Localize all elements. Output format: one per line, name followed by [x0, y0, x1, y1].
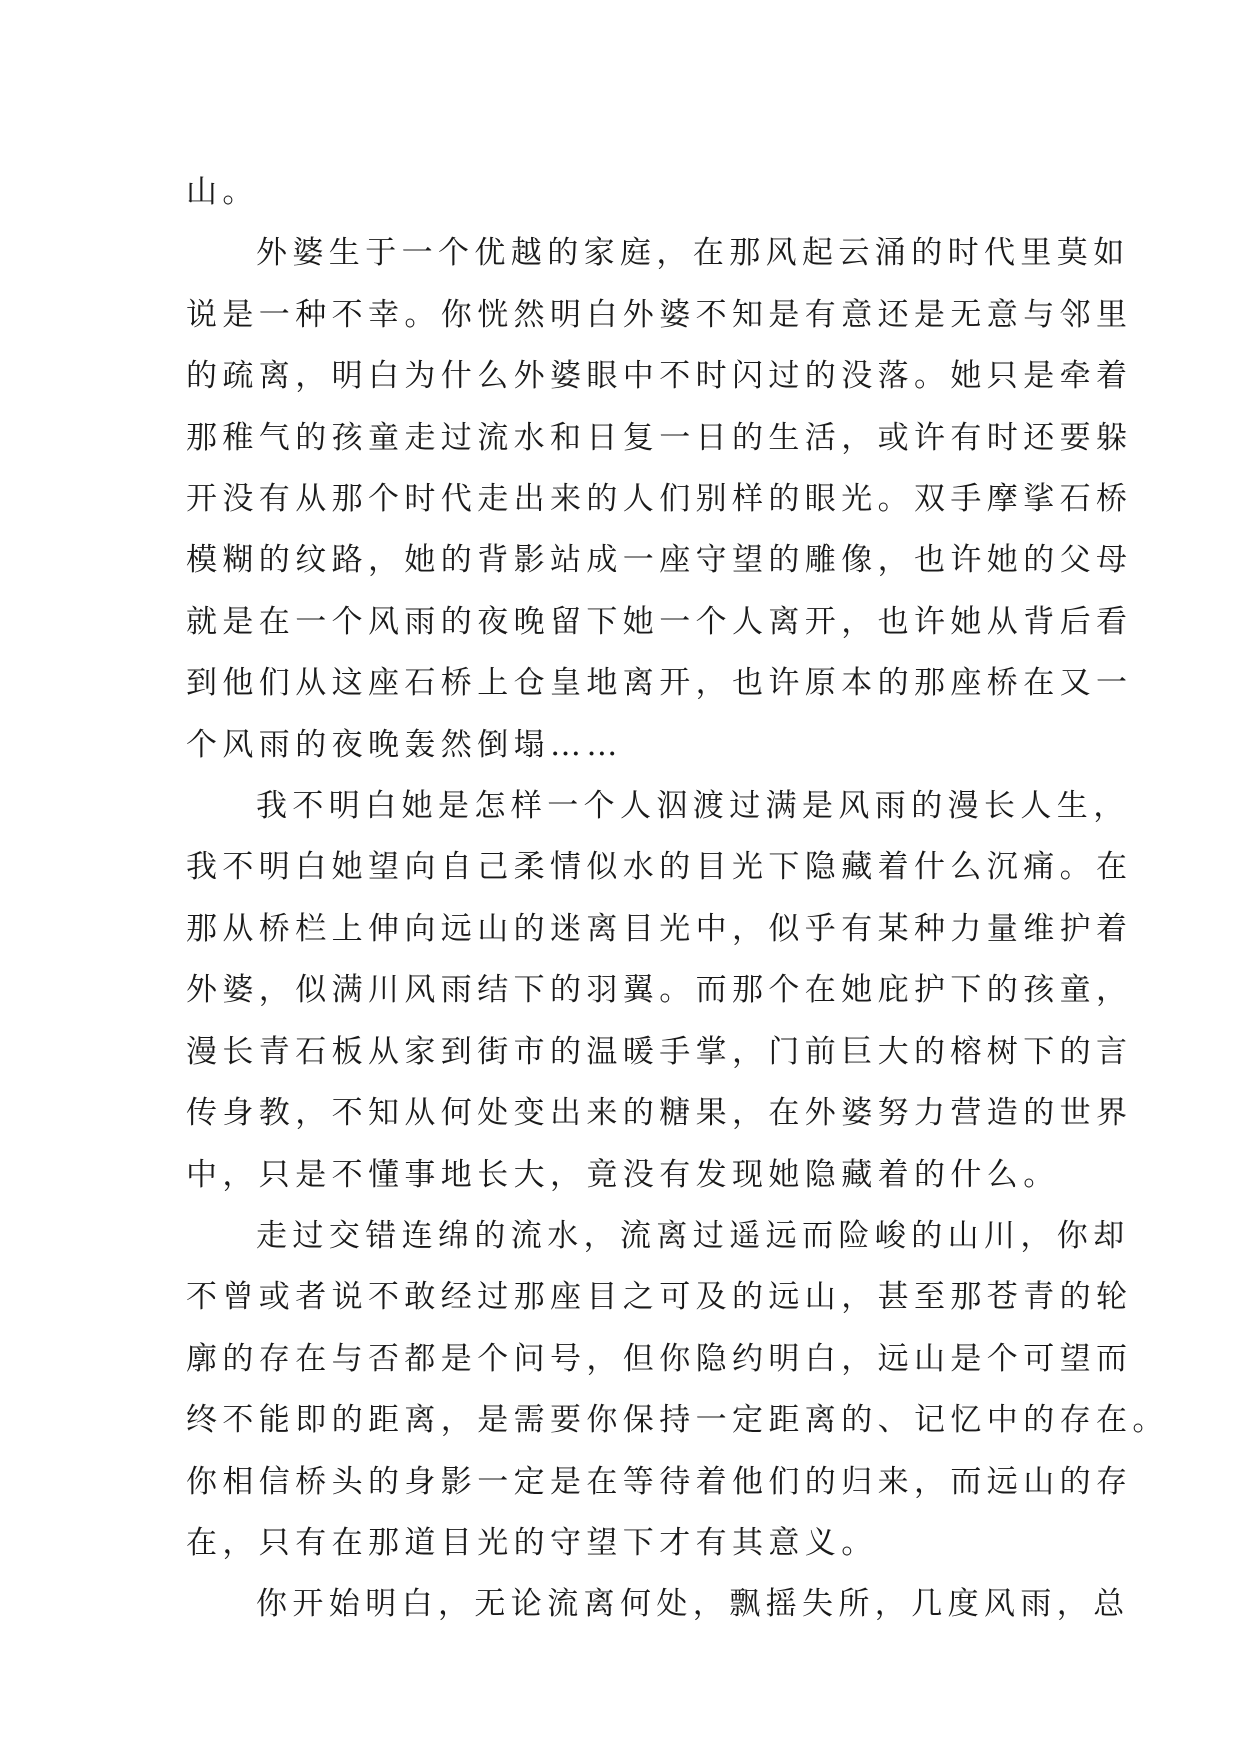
- text-line: 那稚气的孩童走过流水和日复一日的生活，或许有时还要躲: [186, 419, 1133, 456]
- text-line: 个风雨的夜晚轰然倒塌……: [186, 726, 623, 763]
- text-line: 的疏离，明白为什么外婆眼中不时闪过的没落。她只是牵着: [186, 358, 1133, 395]
- text-line: 在，只有在那道目光的守望下才有其意义。: [186, 1524, 878, 1561]
- text-line: 廓的存在与否都是个问号，但你隐约明白，远山是个可望而: [186, 1340, 1133, 1377]
- text-line: 终不能即的距离，是需要你保持一定距离的、记忆中的存在。: [186, 1402, 1169, 1439]
- text-line: 外婆，似满川风雨结下的羽翼。而那个在她庇护下的孩童，: [186, 972, 1133, 1009]
- text-line: 模糊的纹路，她的背影站成一座守望的雕像，也许她的父母: [186, 542, 1133, 579]
- text-line: 我不明白她望向自己柔情似水的目光下隐藏着什么沉痛。在: [186, 849, 1133, 886]
- text-line: 中，只是不懂事地长大，竟没有发现她隐藏着的什么。: [186, 1156, 1060, 1193]
- text-line: 不曾或者说不敢经过那座目之可及的远山，甚至那苍青的轮: [186, 1279, 1133, 1316]
- text-line: 外婆生于一个优越的家庭，在那风起云涌的时代里莫如: [256, 235, 1130, 272]
- text-line: 走过交错连绵的流水，流离过遥远而险峻的山川，你却: [256, 1217, 1130, 1254]
- text-line: 到他们从这座石桥上仓皇地离开，也许原本的那座桥在又一: [186, 665, 1133, 702]
- text-line: 我不明白她是怎样一个人泅渡过满是风雨的漫长人生，: [256, 788, 1130, 825]
- text-line: 开没有从那个时代走出来的人们别样的眼光。双手摩挲石桥: [186, 481, 1133, 518]
- text-line: 传身教，不知从何处变出来的糖果，在外婆努力营造的世界: [186, 1095, 1133, 1132]
- text-line: 说是一种不幸。你恍然明白外婆不知是有意还是无意与邻里: [186, 296, 1133, 333]
- body-text: [186, 162, 1169, 1636]
- text-line: 漫长青石板从家到街市的温暖手掌，门前巨大的榕树下的言: [186, 1033, 1133, 1070]
- text-line: 你开始明白，无论流离何处，飘摇失所，几度风雨，总: [256, 1586, 1130, 1623]
- text-line: 就是在一个风雨的夜晚留下她一个人离开，也许她从背后看: [186, 603, 1133, 640]
- text-line: 你相信桥头的身影一定是在等待着他们的归来，而远山的存: [186, 1463, 1133, 1500]
- text-line: 那从桥栏上伸向远山的迷离目光中，似乎有某种力量维护着: [186, 910, 1133, 947]
- text-line: 山。: [186, 174, 259, 210]
